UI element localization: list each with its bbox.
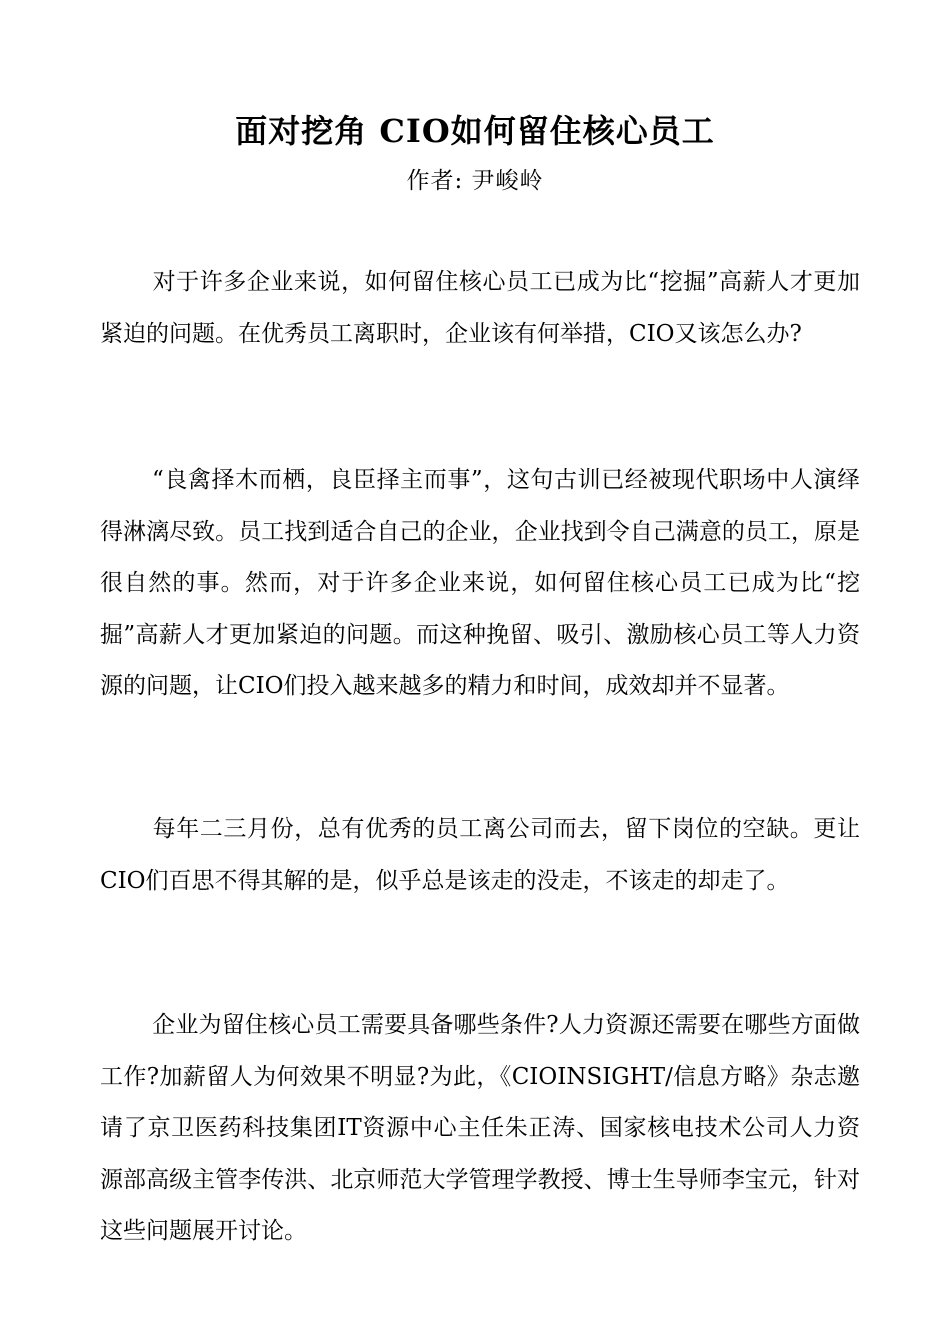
paragraph-3-text: 每年二三月份，总有优秀的员工离公司而去，留下岗位的空缺。更让CIO们百思不得其解的是，似乎总是该走的没走，不该走的却走了。	[100, 816, 860, 894]
author-line: 作者: 尹峻岭	[406, 168, 544, 194]
paragraph-4-text: 企业为留住核心员工需要具备哪些条件?人力资源还需要在哪些方面做工作?加薪留人为何效果不明显?为此，《CIOINSIGHT/信息方略》杂志邀请了京卫医药科技集团IT资源中心主任朱正涛、国家核电技术公司人力资源部高级主管李传洪、北京师范大学管理学教授、博士生导师李宝元，针对这些问题展开讨论。	[100, 1012, 860, 1244]
paragraph-1-text: 对于许多企业来说，如何留住核心员工已成为比“挖掘”高薪人才更加紧迫的问题。在优秀员工离职时，企业该有何举措，CIO又该怎么办?	[100, 269, 860, 347]
paragraph-1	[100, 257, 860, 360]
document-title: 面对挖角 CIO如何留住核心员工	[235, 112, 715, 150]
paragraph-4	[100, 1000, 860, 1258]
paragraph-2	[100, 455, 860, 713]
paragraph-3	[100, 804, 860, 907]
paragraph-2-text: “良禽择木而栖，良臣择主而事”，这句古训已经被现代职场中人演绎得淋漓尽致。员工找到适合自己的企业，企业找到令自己满意的员工，原是很自然的事。然而，对于许多企业来说，如何留住核心员工已成为比“挖掘”高薪人才更加紧迫的问题。而这种挽留、吸引、激励核心员工等人力资源的问题，让CIO们投入越来越多的精力和时间，成效却并不显著。	[100, 467, 860, 699]
